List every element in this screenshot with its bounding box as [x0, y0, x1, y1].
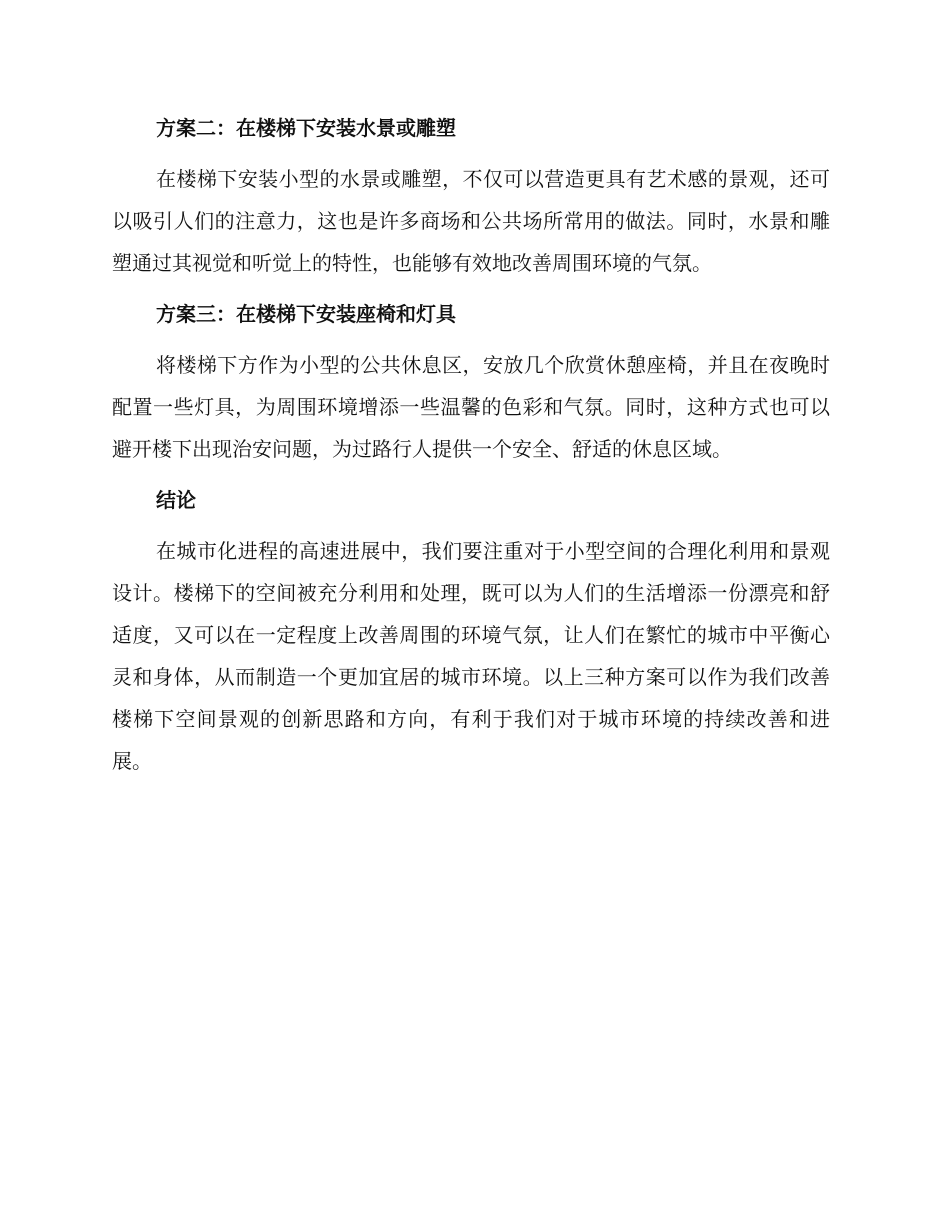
section-heading-plan-three: 方案三：在楼梯下安装座椅和灯具: [156, 302, 456, 326]
section-heading-conclusion: 结论: [156, 488, 196, 512]
section-paragraph-plan-three: 将楼梯下方作为小型的公共休息区，安放几个欣赏休憩座椅，并且在夜晚时配置一些灯具，为周围环境增添一些温馨的色彩和气氛。同时，这种方式也可以避开楼下出现治安问题，为过路行人提供一个安全、舒适的休息区域。: [112, 353, 830, 461]
section-heading-plan-two: 方案二：在楼梯下安装水景或雕塑: [156, 116, 456, 140]
section-paragraph-plan-two: 在楼梯下安装小型的水景或雕塑，不仅可以营造更具有艺术感的景观，还可以吸引人们的注意力，这也是许多商场和公共场所常用的做法。同时，水景和雕塑通过其视觉和听觉上的特性，也能够有效地改善周围环境的气氛。: [112, 167, 830, 275]
document-body: [112, 108, 830, 782]
section-paragraph-conclusion: 在城市化进程的高速进展中，我们要注重对于小型空间的合理化利用和景观设计。楼梯下的空间被充分利用和处理，既可以为人们的生活增添一份漂亮和舒适度，又可以在一定程度上改善周围的环境气氛，让人们在繁忙的城市中平衡心灵和身体，从而制造一个更加宜居的城市环境。以上三种方案可以作为我们改善楼梯下空间景观的创新思路和方向，有利于我们对于城市环境的持续改善和进展。: [112, 539, 830, 773]
